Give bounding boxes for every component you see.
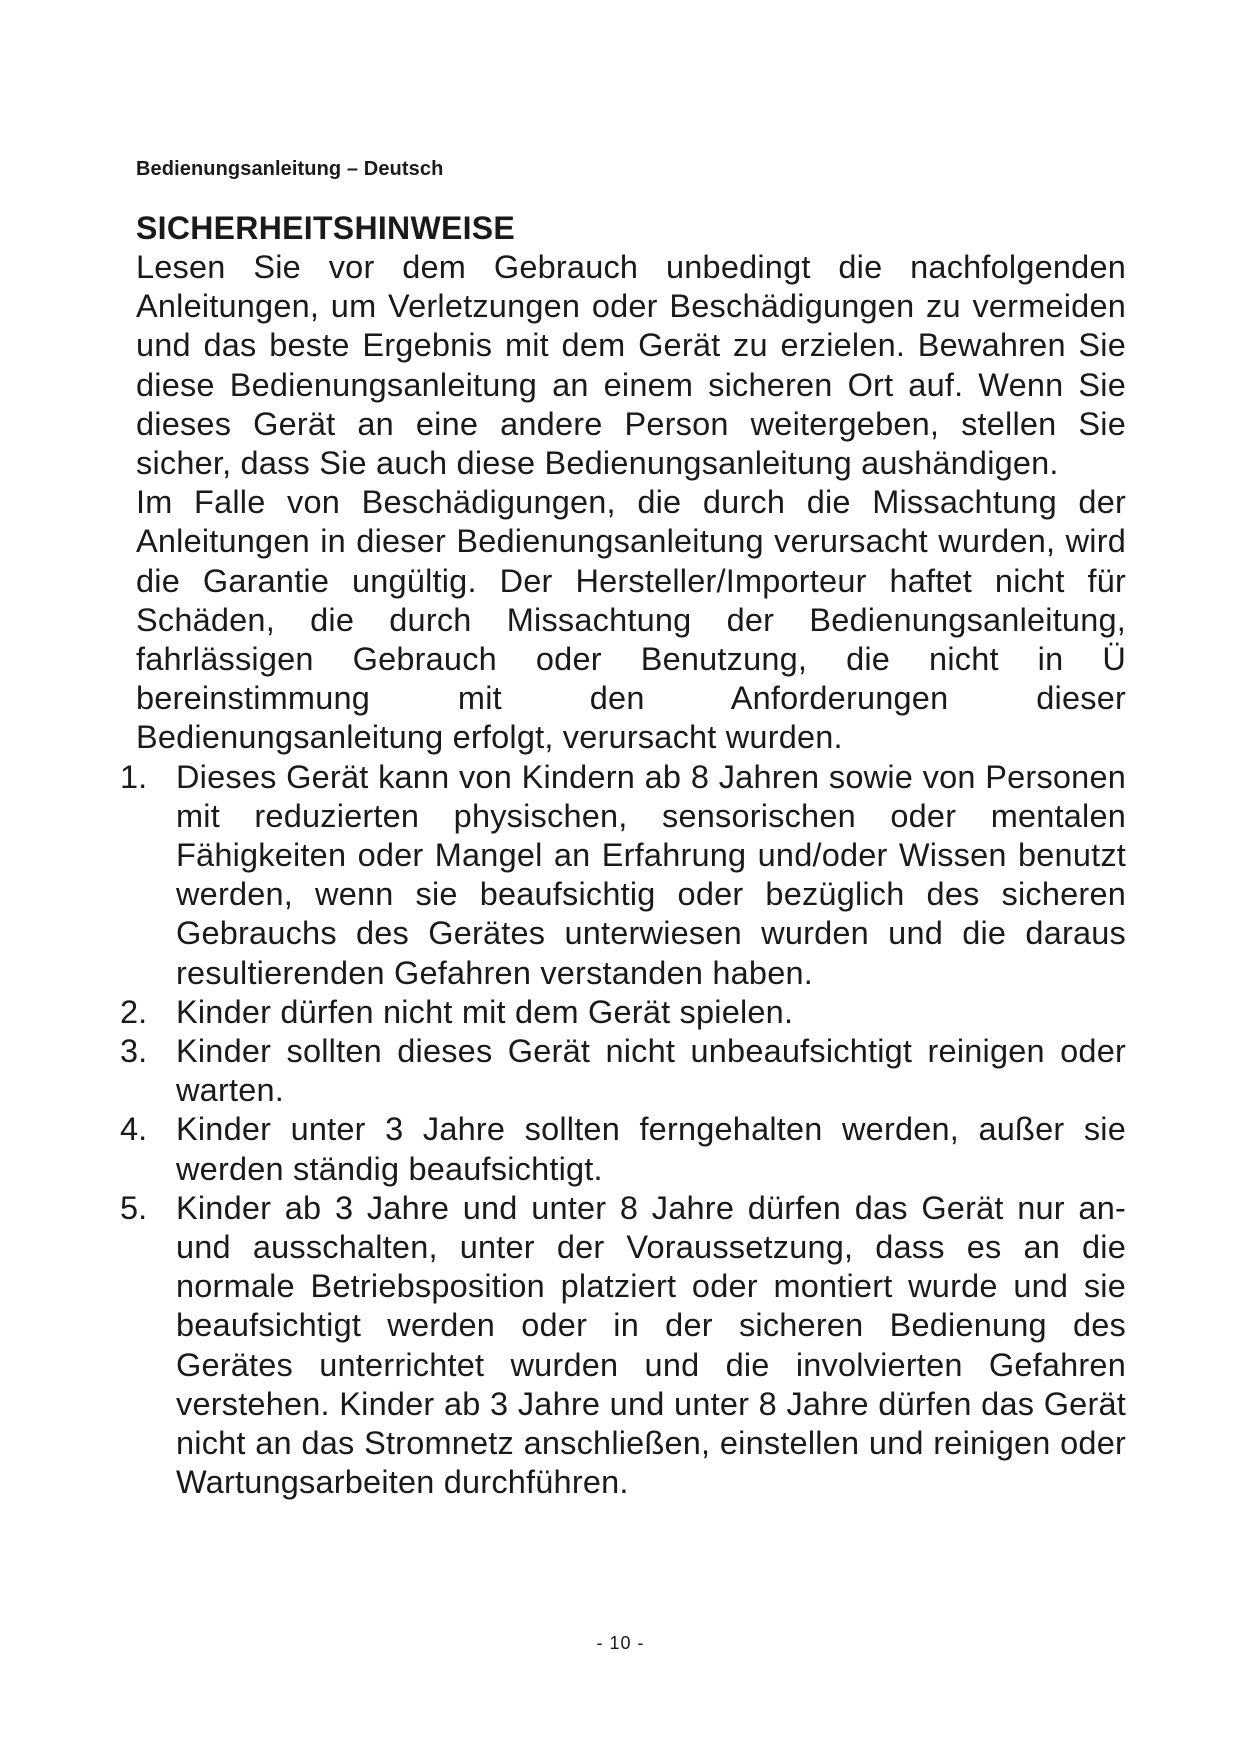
list-item-number: 4. bbox=[120, 1111, 148, 1148]
list-item-text: Kinder ab 3 Jahre und unter 8 Jahre dürfen das Gerät nur an- und ausschalten, unter der Voraussetzung, dass es an die normale Betriebsposition platziert oder montiert wurde und sie beaufsichtigt werden oder in der sicheren Bedienung des Gerätes unterrichtet wurden und die involvierten Gefahren verstehen. Kinder ab 3 Jahre und unter 8 Jahre dürfen das Gerät nicht an das Stromnetz anschließen, einstellen und reinigen oder Wartungsarbeiten durchführen. bbox=[176, 1189, 1126, 1501]
list-item-text: Kinder dürfen nicht mit dem Gerät spielen. bbox=[176, 993, 794, 1030]
list-item bbox=[120, 993, 1126, 1032]
list-item bbox=[120, 758, 1126, 993]
list-item-text: Kinder sollten dieses Gerät nicht unbeaufsichtigt reinigen oder warten. bbox=[176, 1033, 1126, 1109]
list-item bbox=[120, 1032, 1126, 1110]
list-item-text: Dieses Gerät kann von Kindern ab 8 Jahren sowie von Personen mit reduzierten physischen, sensorischen oder mentalen Fähigkeiten oder Mangel an Erfahrung und/oder Wissen benutzt werden, wenn sie beaufsichtig oder bezüglich des sicheren Gebrauchs des Gerätes unterwiesen wurden und die daraus resultierenden Gefahren verstanden haben. bbox=[176, 758, 1126, 991]
list-item bbox=[120, 1110, 1126, 1188]
list-item-number: 5. bbox=[120, 1189, 148, 1226]
section-title: SICHERHEITSHINWEISE bbox=[136, 210, 516, 246]
safety-list bbox=[120, 758, 1126, 1503]
safety-section bbox=[120, 208, 1126, 1503]
document-header: Bedienungsanleitung – Deutsch bbox=[136, 158, 444, 180]
list-item-number: 2. bbox=[120, 993, 148, 1030]
intro-paragraph: Lesen Sie vor dem Gebrauch unbedingt die nachfolgenden Anleitungen, um Verletzungen oder Beschädigungen zu vermeiden und das beste Ergebnis mit dem Gerät zu erzielen. Bewahren Sie diese Bedienungsanleitung an einem sicheren Ort auf. Wenn Sie dieses Gerät an eine andere Person weitergeben, stellen Sie sicher, dass Sie auch diese Bedienungsanleitung aushändigen. bbox=[136, 249, 1126, 482]
liability-paragraph: Im Falle von Beschädigungen, die durch die Missachtung der Anleitungen in dieser Bedienungsanleitung verursacht wurden, wird die Garantie ungültig. Der Hersteller/Importeur haftet nicht für Schäden, die durch Missachtung der Bedienungsanleitung, fahrlässigen Gebrauch oder Benutzung, die nicht in Ü bereinstimmung mit den Anforderungen dieser Bedienungsanleitung erfolgt, verursacht wurden. bbox=[136, 484, 1126, 756]
list-item bbox=[120, 1189, 1126, 1503]
list-item-number: 3. bbox=[120, 1033, 148, 1070]
list-item-number: 1. bbox=[120, 758, 148, 795]
list-item-text: Kinder unter 3 Jahre sollten ferngehalten werden, außer sie werden ständig beaufsichtigt. bbox=[176, 1111, 1126, 1187]
page-number: - 10 - bbox=[596, 1633, 645, 1653]
